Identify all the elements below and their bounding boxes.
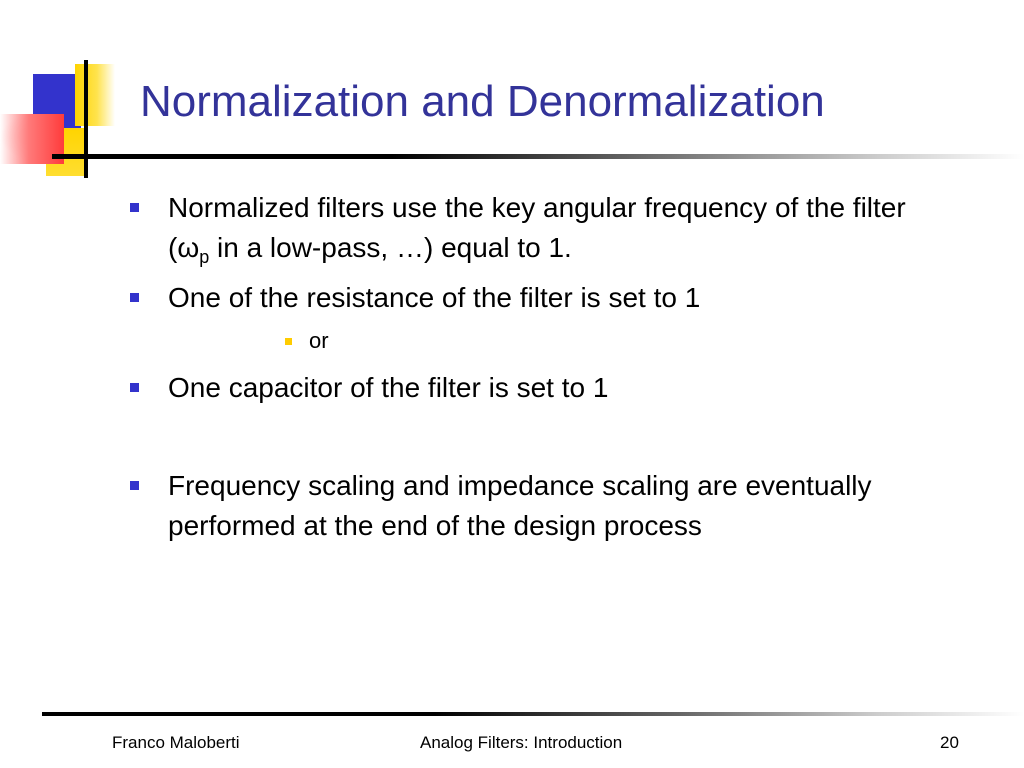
omega-symbol: ω xyxy=(177,232,200,263)
bullet-text xyxy=(168,188,948,277)
bullet-square-icon xyxy=(130,481,139,490)
bullet-square-icon xyxy=(130,383,139,392)
omega-subscript: p xyxy=(199,247,210,267)
sub-bullet-text: or xyxy=(309,328,329,353)
footer-page-number: 20 xyxy=(940,733,959,752)
bullet-square-icon xyxy=(130,293,139,302)
bullet-text: Frequency scaling and impedance scaling are eventually performed at the end of the design process xyxy=(168,470,872,541)
title-underline xyxy=(52,154,1024,159)
footer-author: Franco Maloberti xyxy=(112,733,240,752)
bullet-text: One capacitor of the filter is set to 1 xyxy=(168,372,609,403)
slide-title: Normalization and Denormalization xyxy=(140,77,825,126)
footer-divider xyxy=(42,712,1024,716)
bullet-text: One of the resistance of the filter is set to 1 xyxy=(168,282,701,313)
corner-decoration-yellow-top xyxy=(75,64,115,126)
footer-course-title: Analog Filters: Introduction xyxy=(420,733,623,752)
bullet-text-part: in a low-pass, …) equal to 1. xyxy=(209,232,572,263)
bullet-square-icon xyxy=(130,203,139,212)
sub-bullet-square-icon xyxy=(285,338,292,345)
corner-decoration-vertical-line xyxy=(84,60,88,178)
bullet-text-part: Normalized filters use the key angular frequency of the filter ( xyxy=(168,192,906,263)
